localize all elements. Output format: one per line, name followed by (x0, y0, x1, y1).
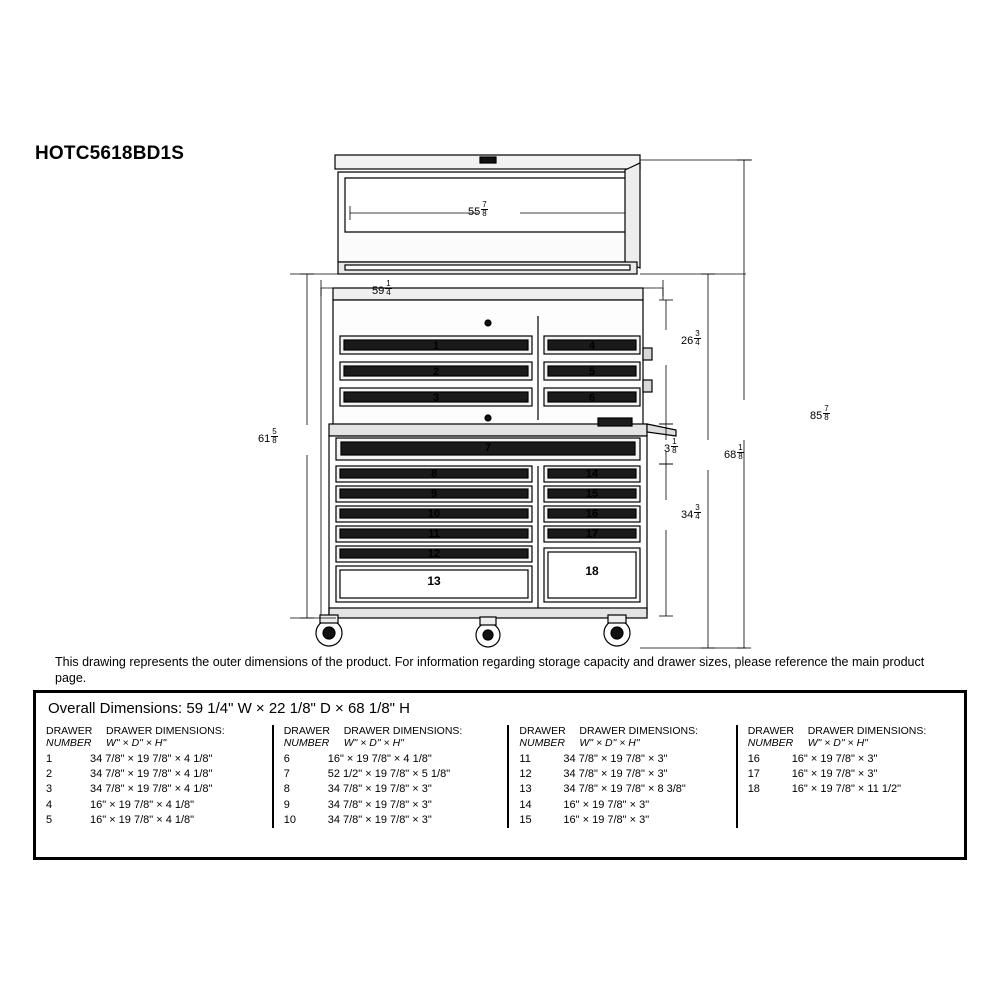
table-row (284, 782, 508, 797)
table-row (519, 798, 735, 813)
table-row (46, 782, 272, 797)
header-number-line2: NUMBER (747, 737, 794, 750)
row-number: 15 (519, 813, 532, 826)
row-number: 3 (46, 783, 53, 796)
header-dim-line2: W" × D" × H" (807, 737, 868, 750)
dim-overall-height: 68 $\frac{1}{8}$ (724, 443, 743, 461)
row-number: 5 (46, 813, 53, 826)
row-number: 8 (283, 783, 290, 796)
header-dim-line2: W" × D" × H" (106, 737, 167, 750)
column-header (519, 725, 735, 749)
table-row (519, 752, 735, 767)
table-column-2 (272, 725, 508, 828)
column-header (284, 725, 508, 749)
row-dimension: 34 7/8" × 19 7/8" × 8 3/8" (563, 783, 686, 796)
drawer-label-6: 6 (588, 392, 596, 404)
table-column-1 (36, 725, 272, 828)
header-dim-line2: W" × D" × H" (579, 737, 640, 750)
header-number-line1: DRAWER (283, 725, 330, 737)
overall-dimensions (48, 700, 410, 717)
drawer-label-5: 5 (588, 366, 596, 378)
drawer-label-13: 13 (427, 574, 441, 588)
header-number-line2: NUMBER (283, 737, 330, 750)
drawer-label-10: 10 (427, 508, 441, 520)
drawer-label-1: 1 (432, 340, 440, 352)
page-title: HOTC5618BD1S (35, 143, 185, 164)
drawing-note: This drawing represents the outer dimensions of the product. For information regarding storage capacity and drawer sizes, please reference the main product page. (55, 655, 925, 685)
row-dimension: 34 7/8" × 19 7/8" × 4 1/8" (90, 768, 213, 781)
row-dimension: 16" × 19 7/8" × 3" (563, 798, 650, 811)
table-row (519, 813, 735, 828)
row-dimension: 16" × 19 7/8" × 4 1/8" (90, 813, 195, 826)
row-number: 17 (747, 768, 760, 781)
drawer-label-17: 17 (585, 528, 599, 540)
drawer-label-14: 14 (585, 468, 599, 480)
header-dim-line1: DRAWER DIMENSIONS: (106, 725, 225, 737)
row-number: 16 (747, 753, 760, 766)
row-dimension: 52 1/2" × 19 7/8" × 5 1/8" (327, 768, 451, 781)
header-number-line1: DRAWER (747, 725, 794, 737)
drawer-label-18: 18 (585, 564, 599, 578)
row-dimension: 34 7/8" × 19 7/8" × 3" (563, 768, 668, 781)
dim-hutch-width: 55 $\frac{7}{8}$ (468, 200, 487, 218)
overall-dimensions-value: 59 1/4" W × 22 1/8" D × 68 1/8" H (186, 700, 410, 717)
drawer-label-8: 8 (430, 468, 438, 480)
row-number: 7 (283, 768, 290, 781)
header-dim-line2: W" × D" × H" (343, 737, 404, 750)
row-dimension: 34 7/8" × 19 7/8" × 3" (327, 813, 432, 826)
header-number-line1: DRAWER (46, 725, 93, 737)
drawer-label-12: 12 (427, 548, 441, 560)
row-number: 14 (519, 798, 532, 811)
header-number-line2: NUMBER (46, 737, 92, 750)
drawer-label-15: 15 (585, 488, 599, 500)
overall-dimensions-label: Overall Dimensions: (48, 700, 183, 717)
row-dimension: 34 7/8" × 19 7/8" × 4 1/8" (90, 753, 213, 766)
table-row (284, 752, 508, 767)
table-row (748, 767, 964, 782)
row-dimension: 34 7/8" × 19 7/8" × 4 1/8" (90, 783, 213, 796)
table-row (519, 767, 735, 782)
drawer-label-3: 3 (432, 392, 440, 404)
header-dim-line1: DRAWER DIMENSIONS: (343, 725, 463, 737)
row-dimension: 16" × 19 7/8" × 11 1/2" (791, 783, 902, 796)
row-number: 9 (283, 798, 290, 811)
drawer-label-11: 11 (428, 528, 440, 540)
dim-top-chest-height: 26 $\frac{3}{4}$ (681, 329, 700, 347)
dim-overall-height-with-hutch: 85 $\frac{7}{8}$ (810, 404, 829, 422)
row-dimension: 16" × 19 7/8" × 3" (791, 753, 878, 766)
table-column-4 (736, 725, 964, 828)
dim-cabinet-width: 59 $\frac{1}{4}$ (372, 279, 391, 297)
table-row (46, 813, 272, 828)
row-dimension: 16" × 19 7/8" × 4 1/8" (327, 753, 432, 766)
table-row (284, 798, 508, 813)
drawer-label-2: 2 (432, 366, 440, 378)
dim-worktop-gap: 3 $\frac{1}{8}$ (664, 437, 677, 455)
row-number: 4 (46, 798, 53, 811)
column-header (46, 725, 272, 749)
row-number: 1 (46, 753, 53, 766)
table-row (748, 782, 964, 797)
dim-bottom-cabinet-height: 34 $\frac{3}{4}$ (681, 503, 700, 521)
drawer-label-16: 16 (585, 508, 599, 520)
header-dim-line1: DRAWER DIMENSIONS: (579, 725, 699, 737)
drawer-label-4: 4 (588, 340, 596, 352)
table-row (519, 782, 735, 797)
table-row (284, 813, 508, 828)
row-number: 13 (519, 783, 532, 796)
row-number: 12 (519, 768, 532, 781)
row-dimension: 16" × 19 7/8" × 4 1/8" (90, 798, 195, 811)
table-row (46, 752, 272, 767)
row-number: 10 (283, 813, 296, 826)
row-dimension: 16" × 19 7/8" × 3" (563, 813, 650, 826)
row-number: 6 (283, 753, 290, 766)
header-number-line1: DRAWER (519, 725, 566, 737)
header-number-line2: NUMBER (519, 737, 565, 750)
row-dimension: 34 7/8" × 19 7/8" × 3" (327, 783, 432, 796)
drawer-label-7: 7 (484, 442, 492, 454)
row-dimension: 34 7/8" × 19 7/8" × 3" (563, 753, 668, 766)
row-dimension: 34 7/8" × 19 7/8" × 3" (327, 798, 432, 811)
row-dimension: 16" × 19 7/8" × 3" (791, 768, 878, 781)
drawer-label-9: 9 (430, 488, 438, 500)
drawer-dimensions-table (33, 690, 967, 860)
table-row (284, 767, 508, 782)
row-number: 18 (747, 783, 760, 796)
table-row (46, 767, 272, 782)
table-column-3 (507, 725, 735, 828)
table-row (46, 798, 272, 813)
table-row (748, 752, 964, 767)
row-number: 11 (519, 753, 531, 766)
column-header (748, 725, 964, 749)
dim-body-height: 61 $\frac{5}{8}$ (258, 427, 277, 445)
header-dim-line1: DRAWER DIMENSIONS: (807, 725, 927, 737)
row-number: 2 (46, 768, 53, 781)
